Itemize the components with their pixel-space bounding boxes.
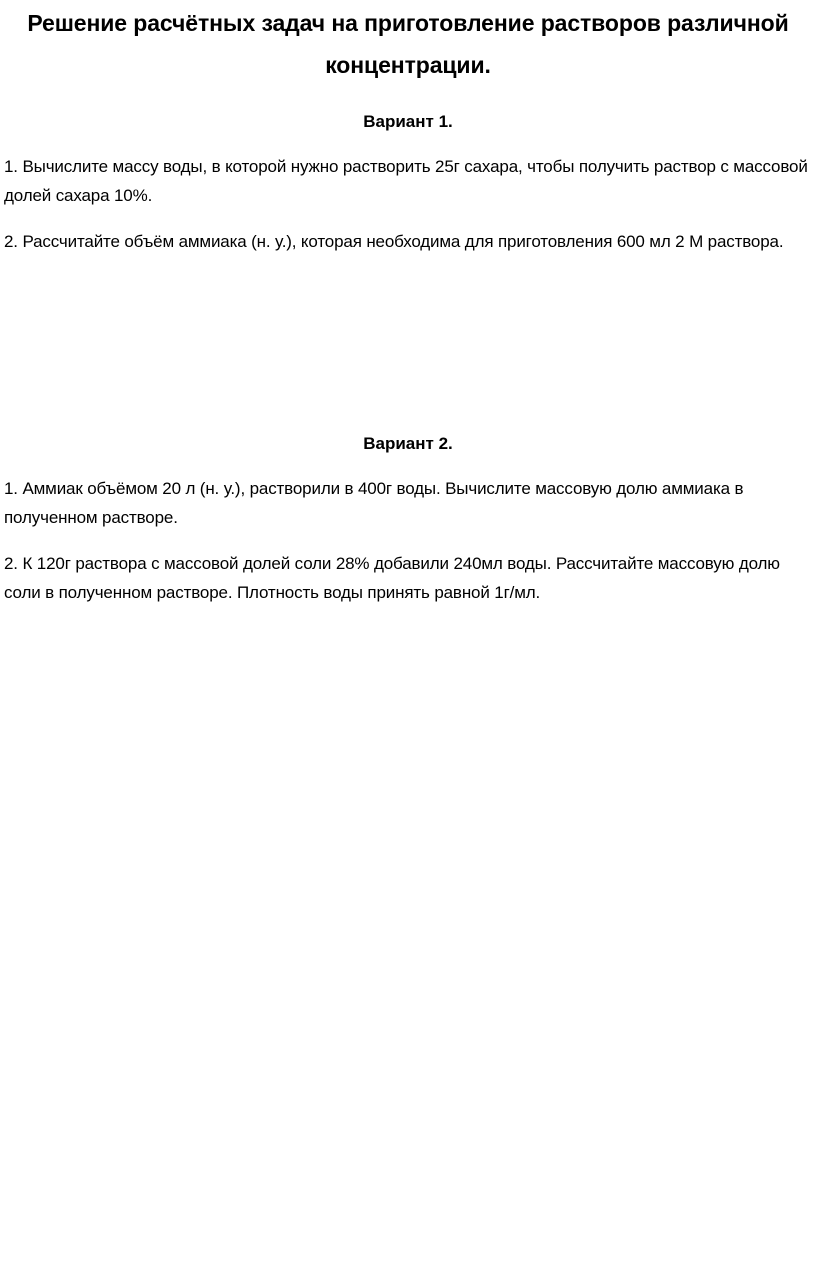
variant-2-task-1: 1. Аммиак объёмом 20 л (н. у.), растворили в 400г воды. Вычислите массовую долю аммиака в полученном растворе. [4, 479, 744, 527]
variant-2-task-list [4, 474, 812, 607]
variant-2-task-2: 2. К 120г раствора с массовой долей соли 28% добавили 240мл воды. Рассчитайте массовую долю соли в полученном растворе. Плотность воды принять равной 1г/мл. [4, 554, 780, 602]
variant-2-section [4, 432, 812, 607]
variant-1-heading: Вариант 1. [363, 112, 453, 131]
variant-1-task-2: 2. Рассчитайте объём аммиака (н. у.), которая необходима для приготовления 600 мл 2 М раствора. [4, 232, 784, 251]
document-title: Решение расчётных задач на приготовление растворов различной концентрации. [27, 10, 789, 78]
variant-2-heading: Вариант 2. [363, 434, 453, 453]
variant-1-task-1: 1. Вычислите массу воды, в которой нужно растворить 25г сахара, чтобы получить раствор с массовой долей сахара 10%. [4, 157, 808, 205]
variant-1-task-list [4, 152, 812, 256]
variant-1-section [4, 110, 812, 256]
